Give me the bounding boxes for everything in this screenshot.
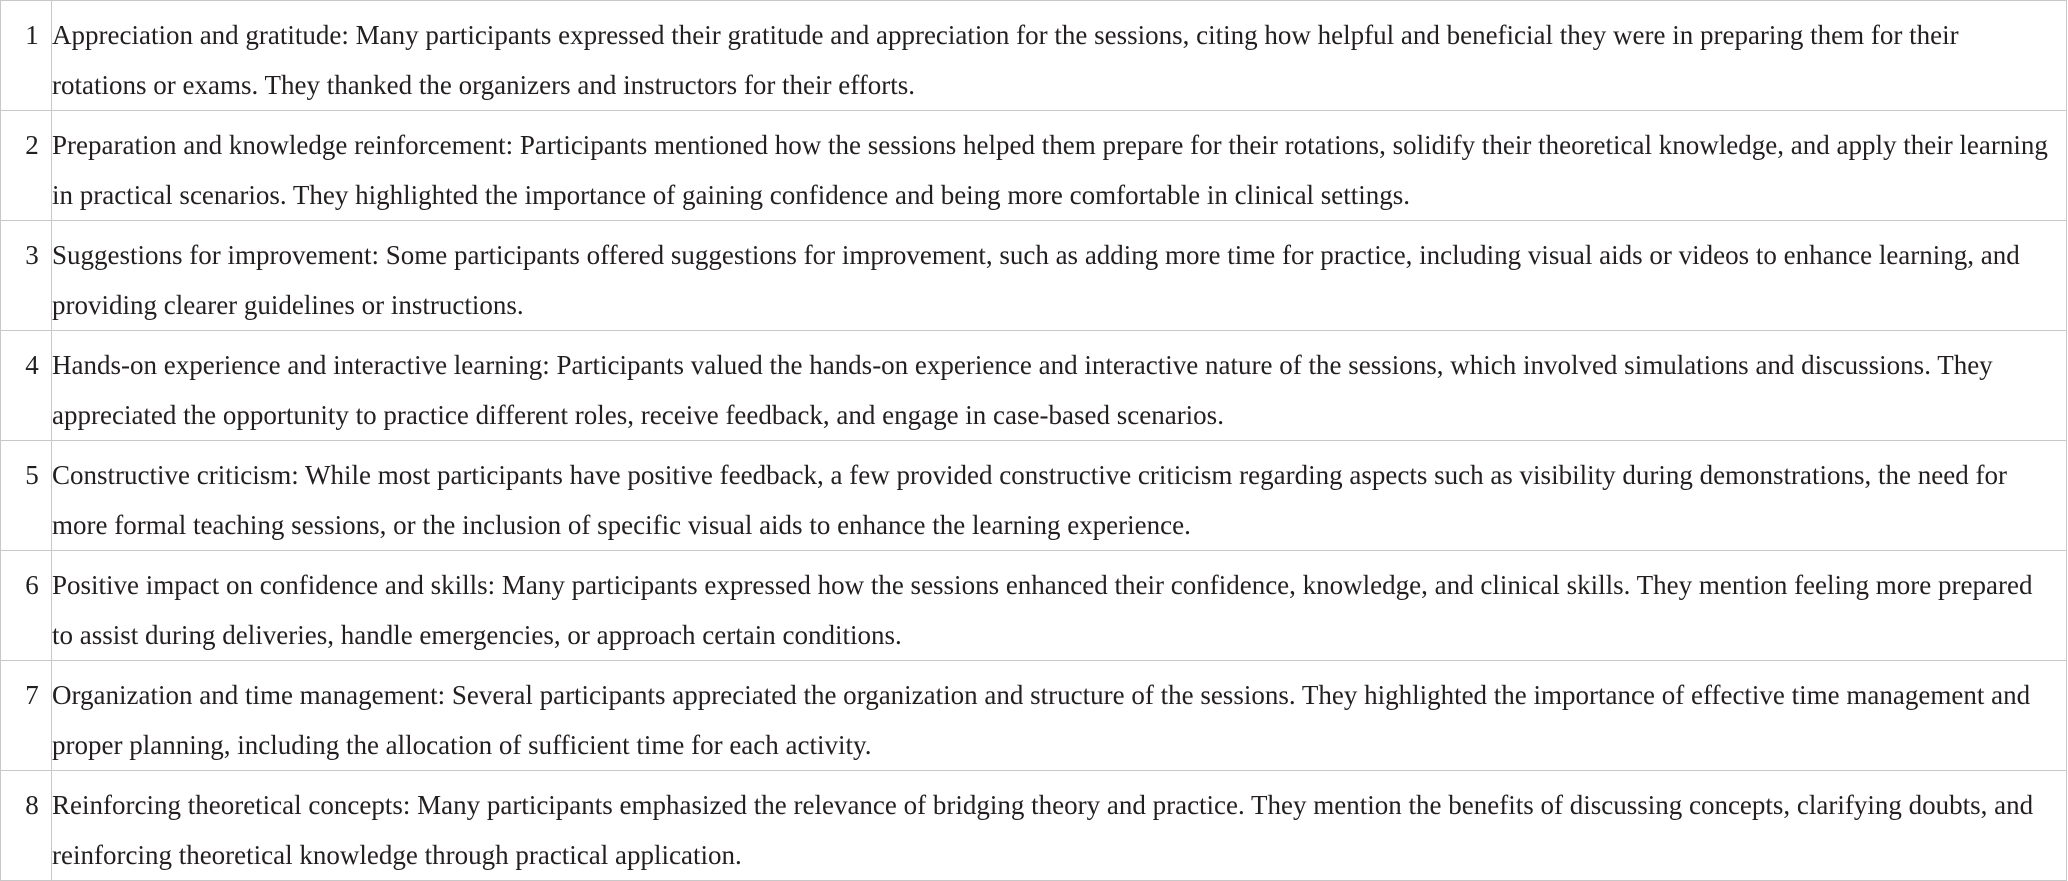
table-row: [1, 661, 2067, 771]
table-row: [1, 221, 2067, 331]
row-number: 4: [1, 331, 52, 441]
row-text: Hands-on experience and interactive learning: Participants valued the hands-on experience and interactive nature of the sessions, which involved simulations and discussions. They appreciated the opportunity to practice different roles, receive feedback, and engage in case-based scenarios.: [52, 331, 2067, 441]
row-text: Organization and time management: Several participants appreciated the organization and structure of the sessions. They highlighted the importance of effective time management and proper planning, including the allocation of sufficient time for each activity.: [52, 661, 2067, 771]
row-text: Positive impact on confidence and skills: Many participants expressed how the sessions enhanced their confidence, knowledge, and clinical skills. They mention feeling more prepared to assist during deliveries, handle emergencies, or approach certain conditions.: [52, 551, 2067, 661]
row-number: 3: [1, 221, 52, 331]
table-row: [1, 331, 2067, 441]
row-text: Constructive criticism: While most participants have positive feedback, a few provided constructive criticism regarding aspects such as visibility during demonstrations, the need for more formal teaching sessions, or the inclusion of specific visual aids to enhance the learning experience.: [52, 441, 2067, 551]
row-number: 1: [1, 1, 52, 111]
row-text: Appreciation and gratitude: Many participants expressed their gratitude and appreciation for the sessions, citing how helpful and beneficial they were in preparing them for their rotations or exams. They thanked the organizers and instructors for their efforts.: [52, 1, 2067, 111]
table-row: [1, 551, 2067, 661]
row-number: 7: [1, 661, 52, 771]
table-row: [1, 111, 2067, 221]
row-number: 6: [1, 551, 52, 661]
table-row: [1, 441, 2067, 551]
row-text: Reinforcing theoretical concepts: Many participants emphasized the relevance of bridging theory and practice. They mention the benefits of discussing concepts, clarifying doubts, and reinforcing theoretical knowledge through practical application.: [52, 771, 2067, 881]
row-text: Preparation and knowledge reinforcement: Participants mentioned how the sessions helped them prepare for their rotations, solidify their theoretical knowledge, and apply their learning in practical scenarios. They highlighted the importance of gaining confidence and being more comfortable in clinical settings.: [52, 111, 2067, 221]
row-number: 5: [1, 441, 52, 551]
row-text: Suggestions for improvement: Some participants offered suggestions for improvement, such as adding more time for practice, including visual aids or videos to enhance learning, and providing clearer guidelines or instructions.: [52, 221, 2067, 331]
table-row: [1, 1, 2067, 111]
themes-table-body: [1, 1, 2067, 881]
row-number: 8: [1, 771, 52, 881]
row-number: 2: [1, 111, 52, 221]
table-row: [1, 771, 2067, 881]
